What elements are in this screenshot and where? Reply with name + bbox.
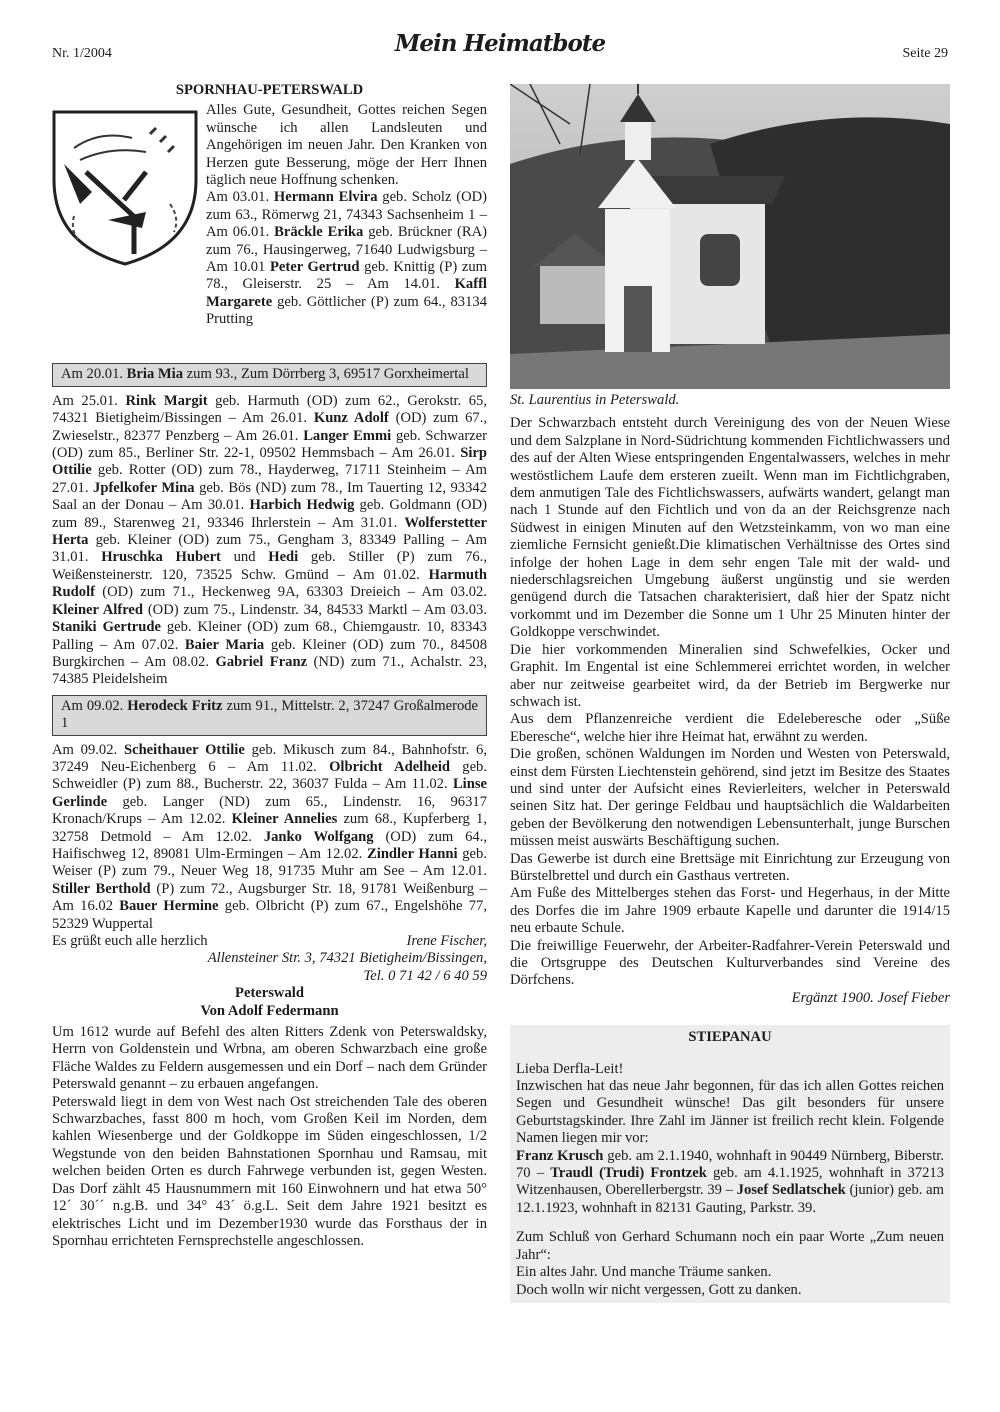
article-paragraph: Peterswald liegt in dem von West nach Ost streichenden Tale des oberen Schwarzbaches, fasst 800 m hoch, vom Großen Keil im Norden, dem kahlen Wiesenberge und der Goldkoppe im Süden eingeschlossen, 1/2 Wegstunde von den beiden Bahnstationen Spornhau und Ramsau, mit welchen beiden Orten es durch Fahrwege verbunden ist, gegen Westen. Das Dorf zählt 45 Hausnummern mit 160 Einwohnern und hat etwa 50° 12´ 30´´ n.g.B. und 34° 43´ ö.g.L. Seit dem Jahre 1921 besitzt es elektrisches Licht und im Dezember1930 wurde das Forsthaus der in Spornhau errichteten Fernsprechstelle angeschlossen. bbox=[52, 1093, 487, 1249]
highlight-box-1: Am 20.01. Bria Mia zum 93., Zum Dörrberg 3, 69517 Gorxheimertal bbox=[52, 363, 487, 386]
birthday-block-1: Am 03.01. Hermann Elvira geb. Scholz (OD) zum 63., Römerwg 21, 74343 Sachsenheim 1 – Am 06.01. Bräckle Erika geb. Brückner (RA) zum 76., Hausingerweg, 71640 Ludwigsburg – Am 10.01 Peter Gertrud geb. Knittig (P) zum 78., Gleiserstr. 25 – Am 14.01. Kaffl Margarete geb. Göttlicher (P) zum 64., 83134 Prutting bbox=[206, 189, 488, 328]
stiepanau-intro: Inzwischen hat das neue Jahr begonnen, für das ich allen Gottes reichen Segen und Gesundheit wünsche! Das gilt besonders für unsere Geburtstagskinder. Ihre Zahl im Jänner ist freilich recht klein. Folgende Namen liegen mir vor: bbox=[516, 1078, 944, 1147]
stiepanau-closing: Zum Schluß von Gerhard Schumann noch ein paar Worte „Zum neuen Jahr“: bbox=[516, 1229, 944, 1263]
article-paragraph: Das Gewerbe ist durch eine Brettsäge mit Einrichtung zur Erzeugung von Bürstelbrettel und durch ein Gasthaus vertreten. bbox=[510, 850, 950, 884]
highlight-box-2: Am 09.02. Herodeck Fritz zum 91., Mittelstr. 2, 37247 Großalmerode 1 bbox=[52, 695, 487, 736]
article-paragraph: Am Fuße des Mittelberges stehen das Forst- und Hegerhaus, in der Mitte des Dorfes die im Jahre 1909 erbaute Kapelle und darunter die 1914/15 neu erbaute Schule. bbox=[510, 885, 950, 937]
article-title: Peterswald bbox=[235, 985, 304, 1002]
masthead: Mein Heimatbote bbox=[394, 30, 606, 57]
article-paragraph: Die großen, schönen Waldungen im Norden und Westen von Peterswald, einst dem Fürsten Liechtenstein gehörend, sind jetzt im Besitze des Staates und sind unter der Aufsicht eines Revierleiters, welcher in Peterswald seinen Sitz hat. Der geringe Feldbau und hauptsächlich die Waldarbeiten geben der Bevölkerung den notwendigen Lebensunterhalt, junge Burschen müssen meist auswärts Beschäftigung suchen. bbox=[510, 746, 950, 850]
article-paragraph: Die freiwillige Feuerwehr, der Arbeiter-Radfahrer-Verein Peterswald und die Ortsgruppe des Deutschen Kulturverbandes sind Vereine des Dörfchens. bbox=[510, 937, 950, 989]
signature-block: Es grüßt euch alle herzlich Irene Fischer, bbox=[52, 933, 487, 949]
signature-phone: Tel. 0 71 42 / 6 40 59 bbox=[363, 967, 487, 984]
greeting-text: Alles Gute, Gesundheit, Gottes reichen Segen wünsche ich allen Landsleuten und Angehörigen im neuen Jahr. Den Kranken von Herzen gute Besserung, möge der Herr Ihnen täglich neue Hoffnung schenken. bbox=[206, 102, 487, 189]
poem-line: Ein altes Jahr. Und manche Träume sanken. bbox=[516, 1264, 772, 1281]
article-author: Von Adolf Federmann bbox=[200, 1002, 339, 1019]
right-column bbox=[510, 392, 950, 1303]
signature-address: Allensteiner Str. 3, 74321 Bietigheim/Bissingen, bbox=[207, 950, 487, 967]
photo-caption: St. Laurentius in Peterswald. bbox=[510, 392, 680, 408]
issue-number: Nr. 1/2004 bbox=[52, 46, 112, 61]
stiepanau-birthdays: Franz Krusch geb. am 2.1.1940, wohnhaft in 90449 Nürnberg, Biberstr. 70 – Traudl (Trudi) Frontzek geb. am 4.1.1925, wohnhaft in 37213 Witzenhausen, Oberellerbergstr. 39 – Josef Sedlatschek (junior) geb. am 12.1.1923, wohnhaft in 82131 Gauting, Parkstr. 39. bbox=[516, 1147, 945, 1216]
section-title-spornhau: SPORNHAU-PETERSWALD bbox=[175, 82, 364, 98]
article-paragraph: Der Schwarzbach entsteht durch Vereinigung des von der Neuen Wiese und dem Salzplane in Nord-Südrichtung kommenden Fichtlichwassers und des auf der Alten Wiese entspringenden Engentalwassers, welches in mehr westöstlichem Laufe dem ersteren zueilt. Wenn man im Fichtlichgraben, dem anmutigen Tale des Fichtlichswassers, aufwärts wandert, gelangt man nach 1 Stunde auf den Fichtlich und von da an der Reichsgrenze nach Südwest in einigen Minuten auf den Wetzsteinkamm, von wo man eine ziemliche Fernsicht genießt.Die klimatischen Verhältnisse des Ortes sind infolge der hohen Lage in dem sehr engen Tale mit der wald- und niederschlagsreichen Umgebung äußerst ungünstig und sie werden genügend durch die Tatsachen charakterisiert, daß hier der Spatz nicht vorkommt und im Dezember die Sonne um 1 Uhr 25 Minuten hinter der Goldkoppe verschwindet. bbox=[510, 415, 950, 641]
stiepanau-section bbox=[510, 1025, 950, 1303]
stiepanau-greeting: Lieba Derfla-Leit! bbox=[516, 1060, 624, 1077]
page-number: Seite 29 bbox=[902, 46, 948, 61]
article-paragraph: Aus dem Pflanzenreiche verdient die Edeleberesche oder „Süße Eberesche“, welche hier ihre Heimat hat, erwähnt zu werden. bbox=[510, 711, 950, 745]
article-paragraph: Die hier vorkommenden Mineralien sind Schwefelkies, Ocker und Graphit. Im Engental ist eine Schlemmerei errichtet worden, in welcher aber nur zeitweise gearbeitet wird, da der Betrieb im Bergwerke nur schwach ist. bbox=[510, 641, 950, 710]
section-title-stiepanau: STIEPANAU bbox=[688, 1029, 772, 1046]
poem-line: Doch wolln wir nicht vergessen, Gott zu danken. bbox=[516, 1281, 802, 1298]
birthday-block-2: Am 25.01. Rink Margit geb. Harmuth (OD) zum 62., Gerokstr. 65, 74321 Bietigheim/Bissingen – Am 26.01. Kunz Adolf (OD) zum 67., Zwieselstr., 82377 Penzberg – Am 26.01. Langer Emmi geb. Schwarzer (OD) zum 85., Berliner Str. 22-1, 09502 Hemmsbach – Am 26.01. Sirp Ottilie geb. Rotter (OD) zum 78., Hayderweg, 71711 Steinheim – Am 27.01. Jpfelkofer Mina geb. Bös (ND) zum 78., Im Tauerting 12, 93342 Saal an der Donau – Am 30.01. Harbich Hedwig geb. Goldmann (OD) zum 89., Starenweg 21, 93346 Ihrlerstein – Am 31.01. Wolferstetter Herta geb. Kleiner (OD) zum 75., Gengham 3, 83349 Palling – Am 31.01. Hruschka Hubert und Hedi geb. Stiller (P) zum 76., Weißensteinerstr. 120, 73525 Schw. Gmünd – Am 01.02. Harmuth Rudolf (OD) zum 71., Heckenweg 9A, 63303 Dreieich – Am 03.02. Kleiner Alfred (OD) zum 75., Lindenstr. 34, 84533 Marktl – Am 03.03. Staniki Gertrude geb. Kleiner (OD) zum 68., Chiemgaustr. 10, 83343 Palling – Am 07.02. Baier Maria geb. Kleiner (OD) zum 70., 84508 Burgkirchen – Am 08.02. Gabriel Franz (ND) zum 71., Achalstr. 23, 74385 Pleidelsheim bbox=[52, 392, 488, 688]
article-signature: Ergänzt 1900. Josef Fieber bbox=[791, 989, 950, 1006]
article-paragraph: Um 1612 wurde auf Befehl des alten Ritters Zdenk von Peterswaldsky, Herrn von Goldenstein und Wrbna, am oberen Schwarzbach eine große Fläche Waldes zu Feldern ausgemessen und ein Dorf – nach dem Gründer Peterswald genannt – zu erbauen angefangen. bbox=[52, 1024, 487, 1093]
left-column bbox=[52, 82, 487, 1250]
chapel-photo bbox=[510, 84, 950, 389]
birthday-block-3: Am 09.02. Scheithauer Ottilie geb. Mikusch zum 84., Bahnhofstr. 6, 37249 Neu-Eichenberg 6 – Am 11.02. Olbricht Adelheid geb. Schweidler (P) zum 88., Bucherstr. 22, 36037 Fulda – Am 11.02. Linse Gerlinde geb. Langer (ND) zum 65., Lindenstr. 16, 96317 Kronach/Krups – Am 12.02. Kleiner Annelies zum 68., Kupferberg 1, 32758 Detmold – Am 12.02. Janko Wolfgang (OD) zum 64., Haifischweg 12, 89081 Ulm-Ermingen – Am 12.02. Zindler Hanni geb. Weiser (P) zum 79., Neuer Weg 18, 91735 Muhr am See – Am 12.01. Stiller Berthold (P) zum 72., Augsburger Str. 18, 91781 Weißenburg – Am 16.02 Bauer Hermine geb. Olbricht (P) zum 67., Engelshöhe 77, 52329 Wuppertal bbox=[52, 741, 488, 932]
